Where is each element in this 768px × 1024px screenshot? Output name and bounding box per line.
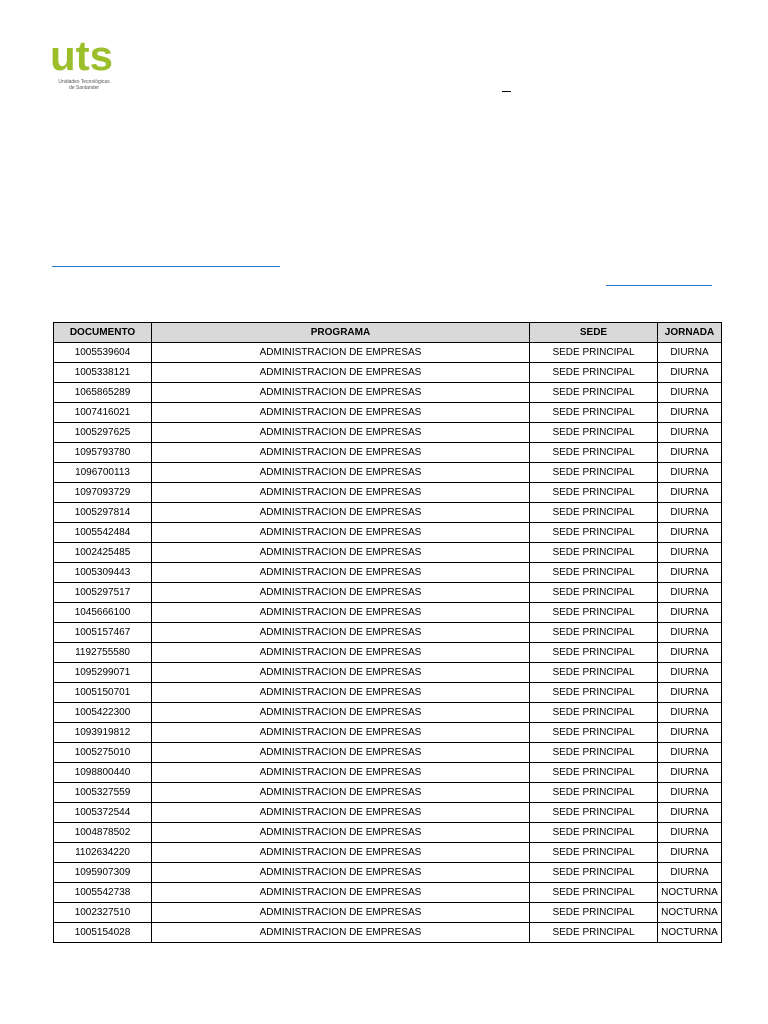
table-row xyxy=(54,383,722,403)
table-row xyxy=(54,883,722,903)
svg-text:uts: uts xyxy=(50,34,113,78)
cell-jornada: DIURNA xyxy=(658,863,722,883)
cell-programa: ADMINISTRACION DE EMPRESAS xyxy=(152,923,530,943)
cell-sede: SEDE PRINCIPAL xyxy=(530,463,658,483)
cell-programa: ADMINISTRACION DE EMPRESAS xyxy=(152,883,530,903)
cell-jornada: DIURNA xyxy=(658,603,722,623)
cell-jornada: DIURNA xyxy=(658,723,722,743)
cell-jornada: DIURNA xyxy=(658,423,722,443)
cell-documento: 1093919812 xyxy=(54,723,152,743)
cell-jornada: DIURNA xyxy=(658,543,722,563)
cell-sede: SEDE PRINCIPAL xyxy=(530,743,658,763)
logo-tagline xyxy=(50,79,118,91)
cell-sede: SEDE PRINCIPAL xyxy=(530,783,658,803)
cell-documento: 1096700113 xyxy=(54,463,152,483)
cell-jornada: DIURNA xyxy=(658,503,722,523)
table-row xyxy=(54,843,722,863)
table-row xyxy=(54,523,722,543)
cell-sede: SEDE PRINCIPAL xyxy=(530,923,658,943)
cell-programa: ADMINISTRACION DE EMPRESAS xyxy=(152,363,530,383)
uts-wordmark xyxy=(50,34,118,78)
cell-jornada: DIURNA xyxy=(658,523,722,543)
cell-sede: SEDE PRINCIPAL xyxy=(530,523,658,543)
cell-programa: ADMINISTRACION DE EMPRESAS xyxy=(152,423,530,443)
cell-documento: 1097093729 xyxy=(54,483,152,503)
table-row xyxy=(54,703,722,723)
cell-jornada: NOCTURNA xyxy=(658,883,722,903)
cell-programa: ADMINISTRACION DE EMPRESAS xyxy=(152,623,530,643)
cell-programa: ADMINISTRACION DE EMPRESAS xyxy=(152,743,530,763)
table-row xyxy=(54,443,722,463)
cell-sede: SEDE PRINCIPAL xyxy=(530,863,658,883)
cell-documento: 1005422300 xyxy=(54,703,152,723)
table-row xyxy=(54,343,722,363)
cell-jornada: DIURNA xyxy=(658,563,722,583)
cell-sede: SEDE PRINCIPAL xyxy=(530,823,658,843)
cell-jornada: DIURNA xyxy=(658,403,722,423)
table-header-row xyxy=(54,323,722,343)
cell-programa: ADMINISTRACION DE EMPRESAS xyxy=(152,403,530,423)
cell-programa: ADMINISTRACION DE EMPRESAS xyxy=(152,443,530,463)
cell-programa: ADMINISTRACION DE EMPRESAS xyxy=(152,723,530,743)
header-programa: PROGRAMA xyxy=(152,323,530,343)
cell-documento: 1102634220 xyxy=(54,843,152,863)
cell-documento: 1005309443 xyxy=(54,563,152,583)
table-row xyxy=(54,863,722,883)
cell-documento: 1095907309 xyxy=(54,863,152,883)
cell-documento: 1005297814 xyxy=(54,503,152,523)
cell-documento: 1005297625 xyxy=(54,423,152,443)
table-row xyxy=(54,783,722,803)
cell-documento: 1065865289 xyxy=(54,383,152,403)
cell-sede: SEDE PRINCIPAL xyxy=(530,723,658,743)
cell-documento: 1005542484 xyxy=(54,523,152,543)
cell-jornada: DIURNA xyxy=(658,703,722,723)
cell-jornada: DIURNA xyxy=(658,743,722,763)
cell-sede: SEDE PRINCIPAL xyxy=(530,663,658,683)
table-row xyxy=(54,743,722,763)
cell-sede: SEDE PRINCIPAL xyxy=(530,603,658,623)
table-row xyxy=(54,623,722,643)
table-row xyxy=(54,663,722,683)
cell-documento: 1007416021 xyxy=(54,403,152,423)
header-dash xyxy=(502,91,511,92)
table-row xyxy=(54,763,722,783)
cell-documento: 1002425485 xyxy=(54,543,152,563)
table-row xyxy=(54,363,722,383)
cell-documento: 1192755580 xyxy=(54,643,152,663)
cell-sede: SEDE PRINCIPAL xyxy=(530,423,658,443)
cell-programa: ADMINISTRACION DE EMPRESAS xyxy=(152,543,530,563)
cell-sede: SEDE PRINCIPAL xyxy=(530,383,658,403)
cell-sede: SEDE PRINCIPAL xyxy=(530,643,658,663)
cell-programa: ADMINISTRACION DE EMPRESAS xyxy=(152,563,530,583)
cell-jornada: DIURNA xyxy=(658,623,722,643)
table-row xyxy=(54,643,722,663)
cell-sede: SEDE PRINCIPAL xyxy=(530,503,658,523)
cell-jornada: DIURNA xyxy=(658,363,722,383)
logo-tagline-line2: de Santander xyxy=(68,85,100,91)
cell-documento: 1005150701 xyxy=(54,683,152,703)
table-row xyxy=(54,603,722,623)
cell-jornada: NOCTURNA xyxy=(658,903,722,923)
cell-documento: 1005327559 xyxy=(54,783,152,803)
table-row xyxy=(54,503,722,523)
cell-documento: 1005542738 xyxy=(54,883,152,903)
table-row xyxy=(54,683,722,703)
hyperlink-underline-right[interactable] xyxy=(606,285,712,286)
cell-programa: ADMINISTRACION DE EMPRESAS xyxy=(152,383,530,403)
cell-programa: ADMINISTRACION DE EMPRESAS xyxy=(152,703,530,723)
cell-sede: SEDE PRINCIPAL xyxy=(530,563,658,583)
header-jornada: JORNADA xyxy=(658,323,722,343)
hyperlink-underline[interactable] xyxy=(52,266,280,267)
table-row xyxy=(54,563,722,583)
cell-documento: 1002327510 xyxy=(54,903,152,923)
cell-sede: SEDE PRINCIPAL xyxy=(530,443,658,463)
cell-sede: SEDE PRINCIPAL xyxy=(530,683,658,703)
cell-programa: ADMINISTRACION DE EMPRESAS xyxy=(152,503,530,523)
cell-jornada: DIURNA xyxy=(658,663,722,683)
cell-documento: 1005539604 xyxy=(54,343,152,363)
cell-documento: 1005297517 xyxy=(54,583,152,603)
cell-jornada: DIURNA xyxy=(658,843,722,863)
cell-programa: ADMINISTRACION DE EMPRESAS xyxy=(152,583,530,603)
cell-jornada: DIURNA xyxy=(658,823,722,843)
cell-jornada: DIURNA xyxy=(658,783,722,803)
logo-tagline-line1: Unidades Tecnológicas xyxy=(58,79,110,85)
cell-programa: ADMINISTRACION DE EMPRESAS xyxy=(152,763,530,783)
cell-programa: ADMINISTRACION DE EMPRESAS xyxy=(152,903,530,923)
cell-jornada: DIURNA xyxy=(658,763,722,783)
table-row xyxy=(54,803,722,823)
cell-documento: 1004878502 xyxy=(54,823,152,843)
cell-jornada: DIURNA xyxy=(658,463,722,483)
cell-sede: SEDE PRINCIPAL xyxy=(530,583,658,603)
table-row xyxy=(54,483,722,503)
table-row xyxy=(54,723,722,743)
table-row xyxy=(54,423,722,443)
cell-programa: ADMINISTRACION DE EMPRESAS xyxy=(152,843,530,863)
cell-documento: 1005154028 xyxy=(54,923,152,943)
cell-programa: ADMINISTRACION DE EMPRESAS xyxy=(152,343,530,363)
cell-programa: ADMINISTRACION DE EMPRESAS xyxy=(152,803,530,823)
cell-sede: SEDE PRINCIPAL xyxy=(530,763,658,783)
cell-jornada: DIURNA xyxy=(658,443,722,463)
cell-jornada: DIURNA xyxy=(658,803,722,823)
cell-documento: 1095793780 xyxy=(54,443,152,463)
cell-programa: ADMINISTRACION DE EMPRESAS xyxy=(152,523,530,543)
cell-jornada: DIURNA xyxy=(658,483,722,503)
cell-sede: SEDE PRINCIPAL xyxy=(530,803,658,823)
cell-sede: SEDE PRINCIPAL xyxy=(530,903,658,923)
table-row xyxy=(54,403,722,423)
cell-sede: SEDE PRINCIPAL xyxy=(530,703,658,723)
table-row xyxy=(54,583,722,603)
cell-sede: SEDE PRINCIPAL xyxy=(530,883,658,903)
table-row xyxy=(54,823,722,843)
cell-jornada: DIURNA xyxy=(658,383,722,403)
cell-programa: ADMINISTRACION DE EMPRESAS xyxy=(152,603,530,623)
cell-programa: ADMINISTRACION DE EMPRESAS xyxy=(152,683,530,703)
header-documento: DOCUMENTO xyxy=(54,323,152,343)
cell-jornada: NOCTURNA xyxy=(658,923,722,943)
cell-programa: ADMINISTRACION DE EMPRESAS xyxy=(152,483,530,503)
cell-documento: 1098800440 xyxy=(54,763,152,783)
cell-documento: 1005157467 xyxy=(54,623,152,643)
cell-documento: 1005275010 xyxy=(54,743,152,763)
cell-documento: 1005372544 xyxy=(54,803,152,823)
cell-sede: SEDE PRINCIPAL xyxy=(530,403,658,423)
cell-programa: ADMINISTRACION DE EMPRESAS xyxy=(152,643,530,663)
table-body xyxy=(54,343,722,943)
cell-programa: ADMINISTRACION DE EMPRESAS xyxy=(152,823,530,843)
cell-programa: ADMINISTRACION DE EMPRESAS xyxy=(152,663,530,683)
header-sede: SEDE xyxy=(530,323,658,343)
cell-sede: SEDE PRINCIPAL xyxy=(530,843,658,863)
cell-jornada: DIURNA xyxy=(658,683,722,703)
cell-documento: 1005338121 xyxy=(54,363,152,383)
cell-sede: SEDE PRINCIPAL xyxy=(530,363,658,383)
cell-jornada: DIURNA xyxy=(658,343,722,363)
cell-documento: 1095299071 xyxy=(54,663,152,683)
cell-jornada: DIURNA xyxy=(658,583,722,603)
table-row xyxy=(54,543,722,563)
cell-programa: ADMINISTRACION DE EMPRESAS xyxy=(152,783,530,803)
cell-programa: ADMINISTRACION DE EMPRESAS xyxy=(152,863,530,883)
cell-sede: SEDE PRINCIPAL xyxy=(530,483,658,503)
cell-sede: SEDE PRINCIPAL xyxy=(530,543,658,563)
table-row xyxy=(54,463,722,483)
students-table xyxy=(53,322,722,943)
uts-logo xyxy=(50,34,120,94)
cell-programa: ADMINISTRACION DE EMPRESAS xyxy=(152,463,530,483)
cell-documento: 1045666100 xyxy=(54,603,152,623)
table-row xyxy=(54,923,722,943)
cell-sede: SEDE PRINCIPAL xyxy=(530,623,658,643)
cell-sede: SEDE PRINCIPAL xyxy=(530,343,658,363)
table-row xyxy=(54,903,722,923)
cell-jornada: DIURNA xyxy=(658,643,722,663)
